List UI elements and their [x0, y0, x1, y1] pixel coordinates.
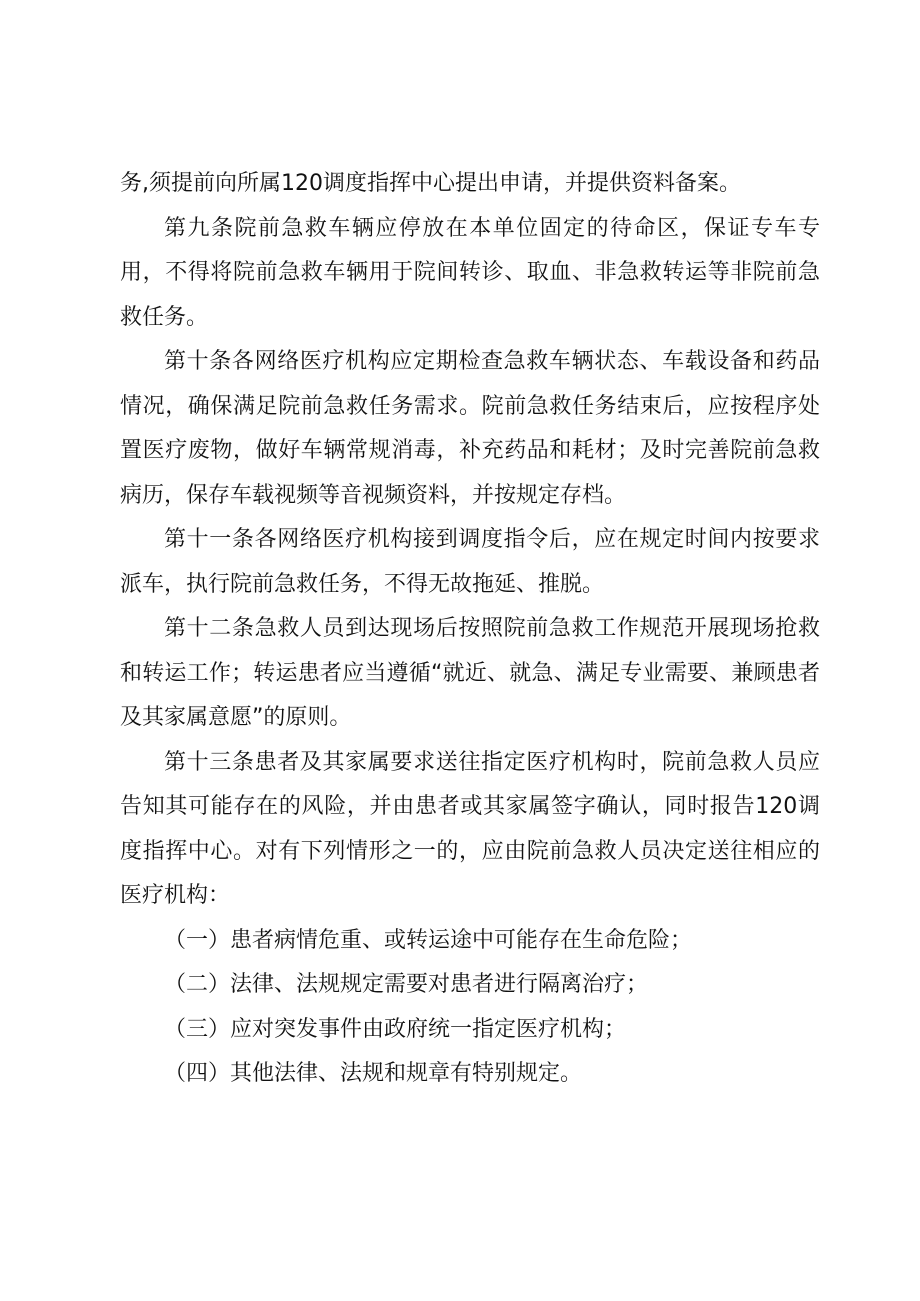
paragraph-article-9: 第九条院前急救车辆应停放在本单位固定的待命区，保证专车专用，不得将院前急救车辆用于院间转诊、取血、非急救转运等非院前急救任务。: [120, 215, 820, 330]
paragraph-article-11: 第十一条各网络医疗机构接到调度指令后，应在规定时间内按要求派车，执行院前急救任务，不得无故拖延、推脱。: [120, 527, 820, 597]
paragraph-article-12: 第十二条急救人员到达现场后按照院前急救工作规范开展现场抢救和转运工作；转运患者应当遵循“就近、就急、满足专业需要、兼顾患者及其家属意愿”的原则。: [120, 616, 820, 730]
paragraph-article-10: 第十条各网络医疗机构应定期检查急救车辆状态、车载设备和药品情况，确保满足院前急救任务需求。院前急救任务结束后，应按程序处置医疗废物，做好车辆常规消毒，补充药品和耗材；及时完善院前急救病历，保存车载视频等音视频资料，并按规定存档。: [120, 349, 820, 508]
paragraph-continuation: 务,须提前向所属120调度指挥中心提出申请，并提供资料备案。: [120, 171, 741, 196]
list-item-1: （一）患者病情危重、或转运途中可能存在生命危险；: [164, 927, 693, 953]
document-body: [120, 162, 820, 1097]
list-item-2: （二）法律、法规规定需要对患者进行隔离治疗；: [164, 972, 649, 997]
list-item-4: （四）其他法律、法规和规章有特别规定。: [164, 1061, 583, 1086]
paragraph-article-13: 第十三条患者及其家属要求送往指定医疗机构时，院前急救人员应告知其可能存在的风险，并由患者或其家属签字确认，同时报告120调度指挥中心。对有下列情形之一的，应由院前急救人员决定送往相应的医疗机构：: [120, 749, 820, 908]
list-item-3: （三）应对突发事件由政府统一指定医疗机构；: [164, 1016, 627, 1042]
